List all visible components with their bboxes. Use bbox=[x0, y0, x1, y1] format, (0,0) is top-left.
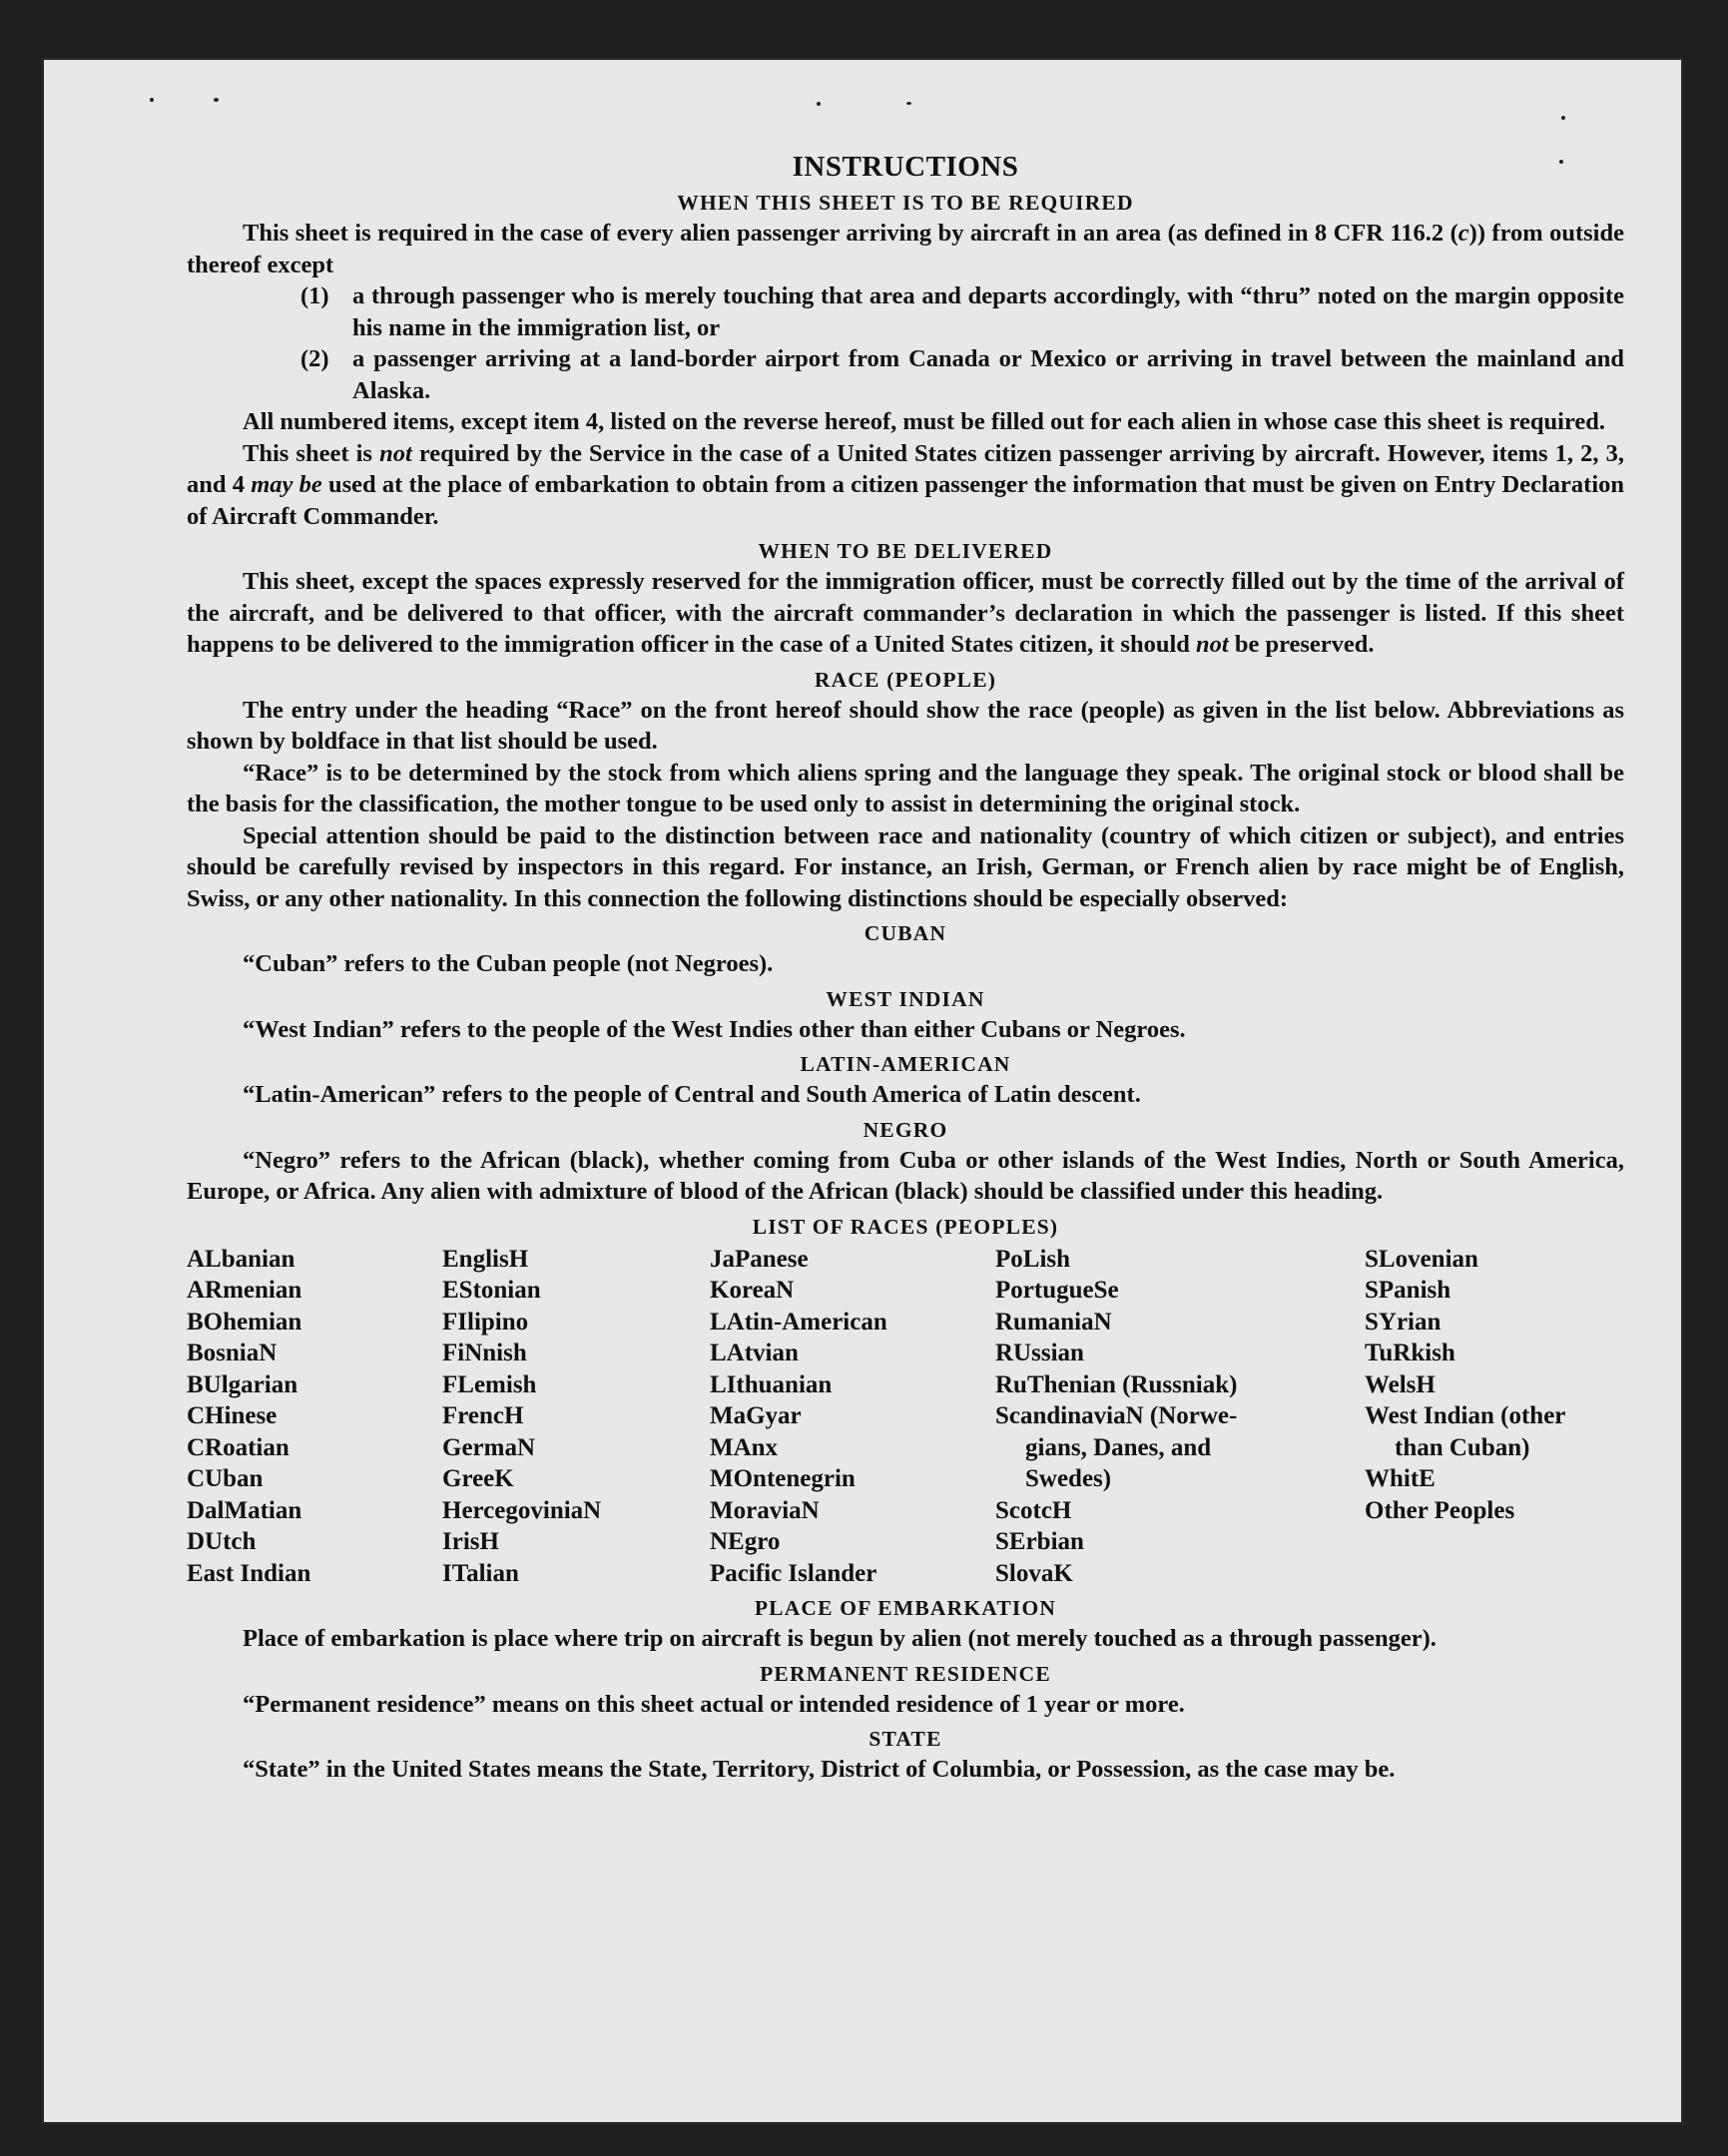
heading-west-indian: WEST INDIAN bbox=[826, 986, 985, 1011]
paragraph-latin-american: “Latin-American” refers to the people of Central and South America of Latin descent. bbox=[243, 1081, 1141, 1108]
heading-list-of-races: LIST OF RACES (PEOPLES) bbox=[752, 1214, 1059, 1239]
race-entry: DalMatian bbox=[187, 1496, 302, 1524]
race-entry: IrisH bbox=[442, 1528, 499, 1555]
race-entry: Other Peoples bbox=[1365, 1496, 1515, 1524]
race-entry: JaPanese bbox=[710, 1245, 809, 1273]
race-entry: LAtvian bbox=[710, 1340, 799, 1366]
race-entry: MoraviaN bbox=[710, 1496, 820, 1524]
race-entry: SlovaK bbox=[995, 1559, 1073, 1587]
paragraph-west-indian: “West Indian” refers to the people of the West Indies other than either Cubans or Negroes. bbox=[243, 1015, 1186, 1043]
paragraph-race-1: The entry under the heading “Race” on the front hereof should show the race (people) as given in the list below. Abbreviations as shown by boldface in that list should be used. bbox=[187, 696, 1624, 755]
race-entry: BOhemian bbox=[187, 1308, 302, 1336]
document-sheet bbox=[42, 58, 1683, 2124]
race-entry: MaGyar bbox=[710, 1402, 802, 1429]
race-entry: Pacific Islander bbox=[710, 1559, 877, 1587]
race-entry: ScandinaviaN (Norwe- bbox=[995, 1402, 1238, 1429]
race-entry: WelsH bbox=[1365, 1370, 1436, 1398]
races-column bbox=[1365, 1244, 1624, 1590]
race-entry: SPanish bbox=[1365, 1277, 1451, 1304]
race-entry: RuThenian (Russniak) bbox=[995, 1370, 1238, 1398]
race-entry: MAnx bbox=[710, 1433, 779, 1461]
paragraph-state: “State” in the United States means the State, Territory, District of Columbia, or Possession, as the case may be. bbox=[243, 1756, 1396, 1783]
race-entry: FLemish bbox=[442, 1370, 537, 1398]
race-entry: KoreaN bbox=[710, 1277, 795, 1304]
paragraph-residence: “Permanent residence” means on this sheet actual or intended residence of 1 year or more. bbox=[243, 1690, 1185, 1718]
race-entry: TuRkish bbox=[1365, 1340, 1455, 1366]
exception-item: (1) a through passenger who is merely touching that area and departs accordingly, with “thru” noted on the margin opposite his name in the immigration list, or bbox=[300, 282, 1624, 341]
paragraph-delivered: This sheet, except the spaces expressly reserved for the immigration officer, must be correctly filled out by the time of the arrival of the aircraft, and be delivered to that officer, with the aircraft commander’s declaration in which the passenger is listed. If this sheet happens to be delivered to the immigration officer in the case of a United States citizen, it should not be preserved. bbox=[187, 568, 1624, 658]
race-entry: SYrian bbox=[1365, 1308, 1441, 1336]
race-entry: EStonian bbox=[442, 1277, 541, 1304]
paragraph-citizen: This sheet is not required by the Service in the case of a United States citizen passenger arriving by aircraft. However, items 1, 2, 3, and 4 may be used at the place of embarkation to obtain from a citizen passenger the information that must be given on Entry Declaration of Aircraft Commander. bbox=[187, 439, 1625, 530]
paragraph-required: This sheet is required in the case of every alien passenger arriving by aircraft in an area (as defined in 8 CFR 116.2 (c)) from outside thereof except bbox=[187, 220, 1624, 278]
race-entry: ScotcH bbox=[995, 1496, 1072, 1524]
paragraph-cuban: “Cuban” refers to the Cuban people (not Negroes). bbox=[243, 950, 774, 977]
heading-latin-american: LATIN-AMERICAN bbox=[800, 1052, 1011, 1076]
race-entry: DUtch bbox=[187, 1528, 257, 1555]
race-entry: GreeK bbox=[442, 1465, 514, 1492]
race-entry: CUban bbox=[187, 1465, 264, 1492]
paragraph-embarkation: Place of embarkation is place where trip on aircraft is begun by alien (not merely touched as a through passenger). bbox=[243, 1625, 1437, 1652]
race-entry: LIthuanian bbox=[710, 1370, 833, 1398]
races-table bbox=[187, 1244, 1624, 1590]
paragraph-numbered-items: All numbered items, except item 4, listed on the reverse hereof, must be filled out for each alien in whose case this sheet is required. bbox=[243, 408, 1606, 435]
races-column bbox=[187, 1244, 442, 1590]
race-entry: RUssian bbox=[995, 1340, 1084, 1366]
heading-when-required: WHEN THIS SHEET IS TO BE REQUIRED bbox=[677, 191, 1134, 215]
race-entry: SErbian bbox=[995, 1528, 1084, 1555]
race-entry: RumaniaN bbox=[995, 1308, 1112, 1336]
race-entry: BosniaN bbox=[187, 1340, 278, 1366]
paragraph-race-3: Special attention should be paid to the distinction between race and nationality (country of which citizen or subject), and entries should be carefully revised by inspectors in this regard. For instance, an Irish, German, or French alien by race might be of English, Swiss, or any other nationality. In this connection the following distinctions should be especially observed: bbox=[187, 821, 1624, 912]
race-entry: ALbanian bbox=[187, 1245, 295, 1273]
race-entry: FrencH bbox=[442, 1402, 524, 1429]
heading-cuban: CUBAN bbox=[864, 921, 947, 945]
race-entry: EnglisH bbox=[442, 1245, 529, 1273]
exceptions-list bbox=[187, 280, 1624, 406]
heading-state: STATE bbox=[868, 1727, 942, 1751]
race-entry: NEgro bbox=[710, 1528, 781, 1555]
race-entry: ITalian bbox=[442, 1559, 519, 1587]
race-entry: CRoatian bbox=[187, 1433, 289, 1461]
race-entry: PortugueSe bbox=[995, 1277, 1119, 1304]
races-column bbox=[710, 1244, 995, 1590]
race-entry: SLovenian bbox=[1365, 1245, 1478, 1273]
race-entry: West Indian (other bbox=[1365, 1402, 1566, 1429]
paragraph-race-2: “Race” is to be determined by the stock from which aliens spring and the language they speak. The original stock or blood shall be the basis for the classification, the mother tongue to be used only to assist in determining the original stock. bbox=[187, 759, 1624, 817]
race-entry: Swedes) bbox=[1025, 1465, 1112, 1492]
races-column bbox=[442, 1244, 710, 1590]
race-entry: PoLish bbox=[995, 1245, 1071, 1273]
exception-item: (2) a passenger arriving at a land-border airport from Canada or Mexico or arriving in travel between the mainland and Alaska. bbox=[300, 345, 1624, 404]
page-title: INSTRUCTIONS bbox=[792, 151, 1019, 183]
race-entry: than Cuban) bbox=[1395, 1433, 1530, 1461]
race-entry: ARmenian bbox=[187, 1277, 302, 1304]
heading-when-delivered: WHEN TO BE DELIVERED bbox=[758, 539, 1053, 563]
race-entry: gians, Danes, and bbox=[1025, 1433, 1212, 1461]
instructions-content bbox=[187, 150, 1624, 1786]
heading-race: RACE (PEOPLE) bbox=[814, 667, 997, 692]
race-entry: CHinese bbox=[187, 1402, 278, 1429]
race-entry: WhitE bbox=[1365, 1465, 1436, 1492]
race-entry: FIlipino bbox=[442, 1308, 529, 1336]
heading-residence: PERMANENT RESIDENCE bbox=[760, 1661, 1051, 1686]
heading-embarkation: PLACE OF EMBARKATION bbox=[754, 1596, 1057, 1620]
heading-negro: NEGRO bbox=[863, 1117, 948, 1142]
race-entry: BUlgarian bbox=[187, 1370, 298, 1398]
race-entry: GermaN bbox=[442, 1433, 536, 1461]
race-entry: MOntenegrin bbox=[710, 1465, 856, 1492]
race-entry: FiNnish bbox=[442, 1340, 527, 1366]
race-entry: LAtin-American bbox=[710, 1308, 887, 1336]
races-column bbox=[995, 1244, 1365, 1590]
paragraph-negro: “Negro” refers to the African (black), whether coming from Cuba or other islands of the West Indies, North or South America, Europe, or Africa. Any alien with admixture of blood of the African (black) should be classified under this heading. bbox=[187, 1146, 1624, 1205]
race-entry: HercegoviniaN bbox=[442, 1496, 602, 1524]
race-entry: East Indian bbox=[187, 1559, 311, 1587]
